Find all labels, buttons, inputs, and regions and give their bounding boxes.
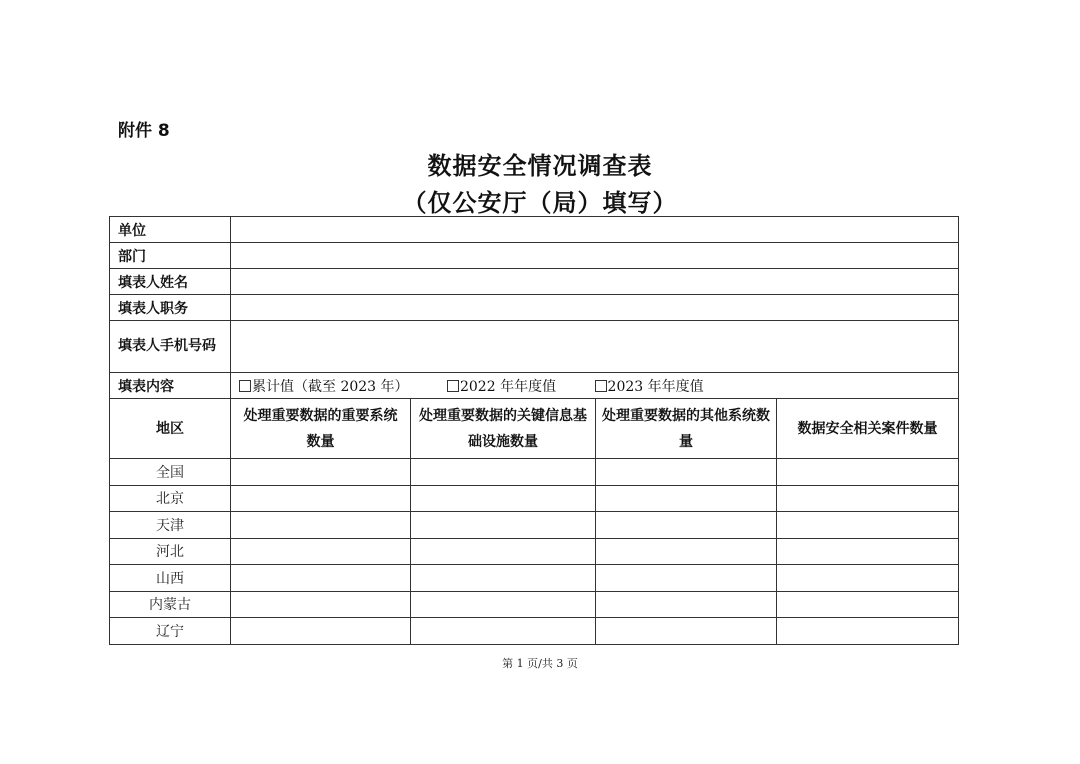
security-cases-cell[interactable] <box>777 512 959 539</box>
critical-infrastructure-cell[interactable] <box>411 565 596 592</box>
security-cases-cell[interactable] <box>777 538 959 565</box>
info-row-filler-name <box>110 269 959 295</box>
critical-infrastructure-cell[interactable] <box>411 459 596 486</box>
region-name: 天津 <box>110 512 231 539</box>
security-cases-cell[interactable] <box>777 618 959 645</box>
header-security-cases: 数据安全相关案件数量 <box>777 399 959 459</box>
security-cases-cell[interactable] <box>777 459 959 486</box>
table-row <box>110 565 959 592</box>
other-systems-cell[interactable] <box>596 618 777 645</box>
option-cumulative-label: 累计值（截至 2023 年） <box>252 378 409 395</box>
info-row-filler-phone <box>110 321 959 373</box>
info-row-department <box>110 243 959 269</box>
security-cases-cell[interactable] <box>777 565 959 592</box>
checkbox-icon[interactable] <box>595 380 607 392</box>
important-systems-cell[interactable] <box>231 591 411 618</box>
filler-name-field[interactable] <box>231 269 959 295</box>
security-cases-cell[interactable] <box>777 591 959 618</box>
option-2023[interactable] <box>595 376 704 396</box>
table-row <box>110 538 959 565</box>
unit-label: 单位 <box>110 217 231 243</box>
table-row <box>110 512 959 539</box>
region-name: 河北 <box>110 538 231 565</box>
filler-phone-field[interactable] <box>231 321 959 373</box>
content-label: 填表内容 <box>110 373 231 399</box>
important-systems-cell[interactable] <box>231 485 411 512</box>
other-systems-cell[interactable] <box>596 538 777 565</box>
unit-field[interactable] <box>231 217 959 243</box>
other-systems-cell[interactable] <box>596 591 777 618</box>
option-2023-label: 2023 年年度值 <box>607 378 704 395</box>
table-row <box>110 618 959 645</box>
table-row <box>110 485 959 512</box>
important-systems-cell[interactable] <box>231 618 411 645</box>
table-row <box>110 459 959 486</box>
department-field[interactable] <box>231 243 959 269</box>
region-name: 北京 <box>110 485 231 512</box>
filler-phone-label: 填表人手机号码 <box>110 321 231 373</box>
option-cumulative[interactable] <box>239 376 409 396</box>
other-systems-cell[interactable] <box>596 512 777 539</box>
option-2022[interactable] <box>447 376 556 396</box>
checkbox-icon[interactable] <box>447 380 459 392</box>
important-systems-cell[interactable] <box>231 565 411 592</box>
header-important-systems: 处理重要数据的重要系统数量 <box>231 399 411 459</box>
option-2022-label: 2022 年年度值 <box>459 378 557 395</box>
document-title: 数据安全情况调查表 <box>427 152 653 180</box>
security-cases-cell[interactable] <box>777 485 959 512</box>
info-row-unit <box>110 217 959 243</box>
important-systems-cell[interactable] <box>231 459 411 486</box>
table-row <box>110 591 959 618</box>
department-label: 部门 <box>110 243 231 269</box>
region-name: 辽宁 <box>110 618 231 645</box>
other-systems-cell[interactable] <box>596 485 777 512</box>
attachment-label: 附件 8 <box>118 121 170 141</box>
page-footer: 第 1 页/共 3 页 <box>502 657 578 670</box>
critical-infrastructure-cell[interactable] <box>411 538 596 565</box>
critical-infrastructure-cell[interactable] <box>411 485 596 512</box>
region-name: 山西 <box>110 565 231 592</box>
content-options <box>231 373 959 399</box>
critical-infrastructure-cell[interactable] <box>411 512 596 539</box>
critical-infrastructure-cell[interactable] <box>411 618 596 645</box>
filler-name-label: 填表人姓名 <box>110 269 231 295</box>
header-critical-infrastructure: 处理重要数据的关键信息基础设施数量 <box>411 399 596 459</box>
region-name: 内蒙古 <box>110 591 231 618</box>
info-row-filler-title <box>110 295 959 321</box>
region-name: 全国 <box>110 459 231 486</box>
table-header-row <box>110 399 959 459</box>
filler-title-label: 填表人职务 <box>110 295 231 321</box>
other-systems-cell[interactable] <box>596 459 777 486</box>
important-systems-cell[interactable] <box>231 538 411 565</box>
header-region: 地区 <box>110 399 231 459</box>
filler-title-field[interactable] <box>231 295 959 321</box>
document-subtitle: （仅公安厅（局）填写） <box>402 189 678 217</box>
important-systems-cell[interactable] <box>231 512 411 539</box>
info-row-content <box>110 373 959 399</box>
header-other-systems: 处理重要数据的其他系统数量 <box>596 399 777 459</box>
critical-infrastructure-cell[interactable] <box>411 591 596 618</box>
checkbox-icon[interactable] <box>239 380 251 392</box>
survey-table <box>109 216 959 645</box>
other-systems-cell[interactable] <box>596 565 777 592</box>
